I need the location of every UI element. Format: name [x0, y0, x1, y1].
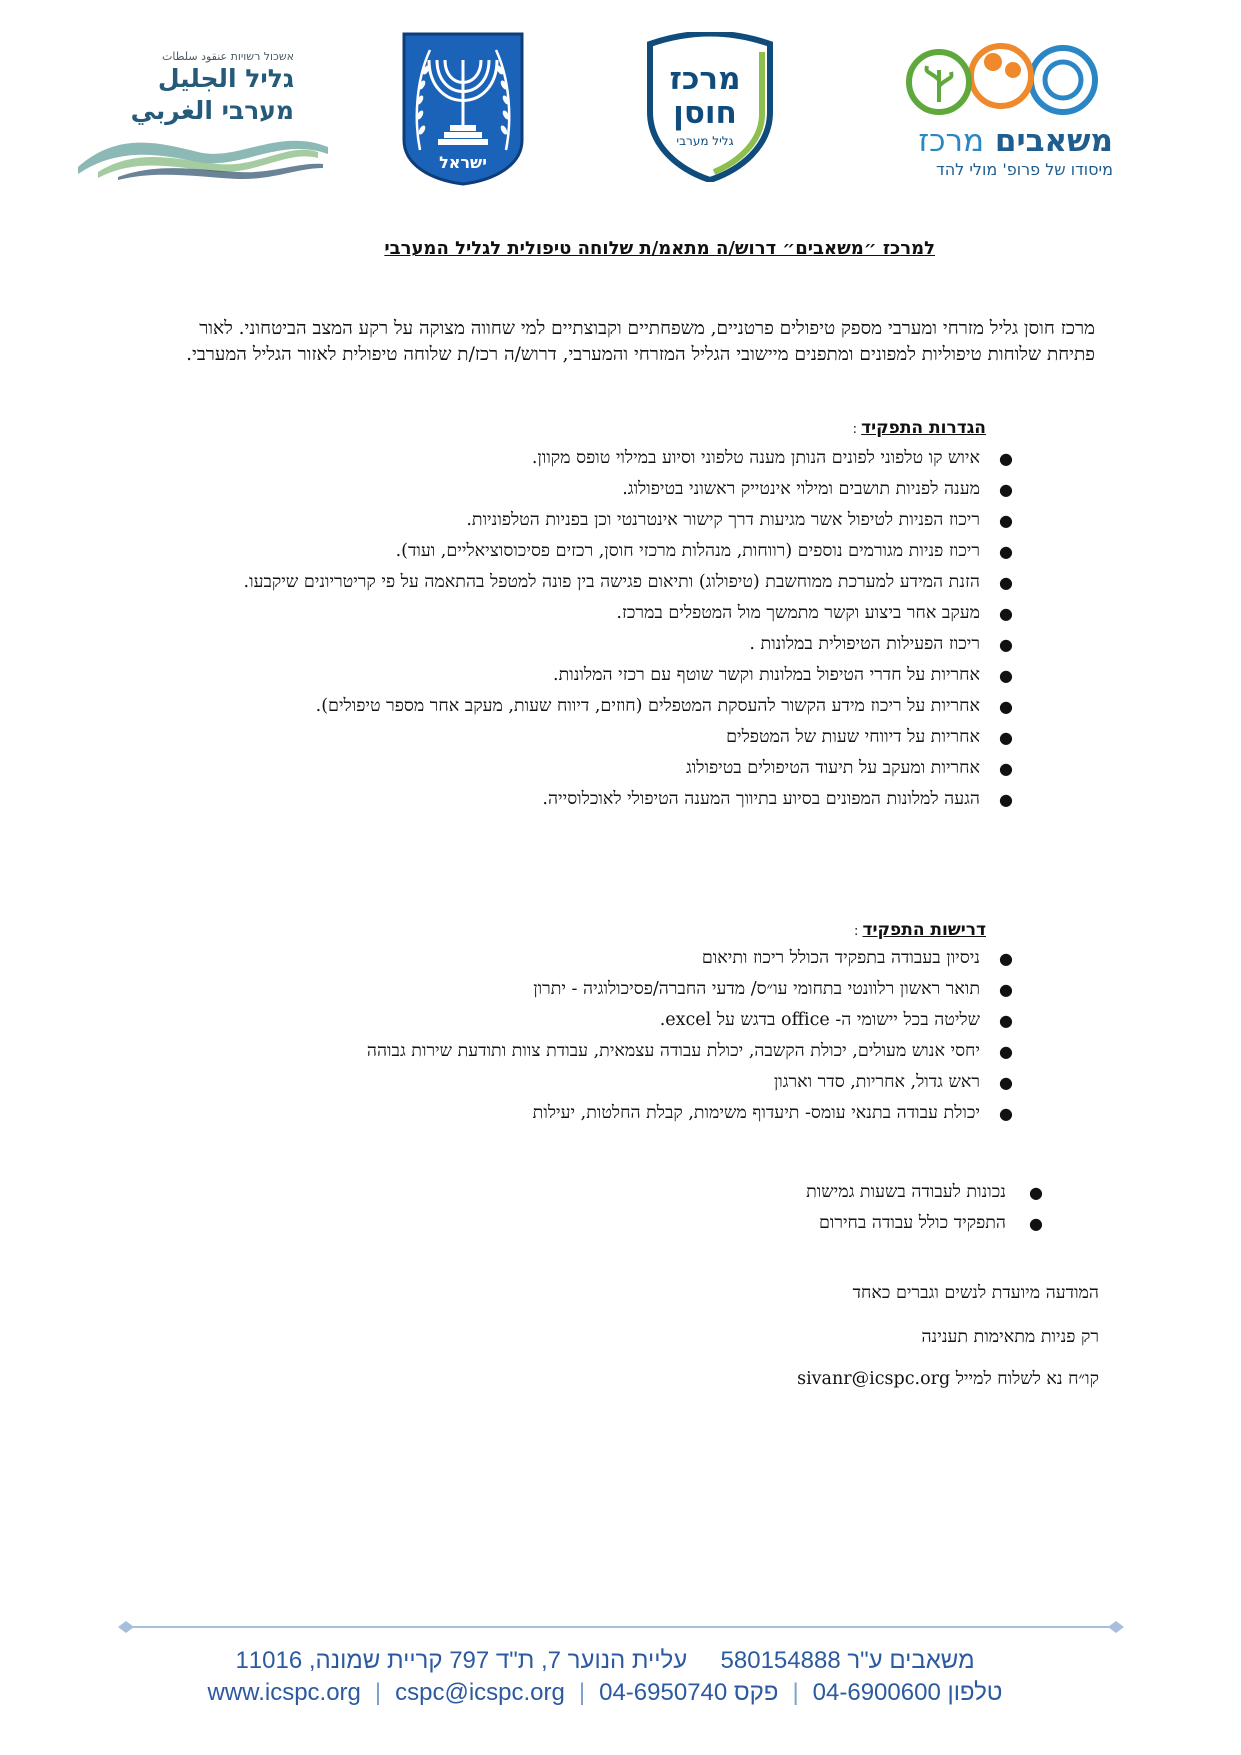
list-item — [96, 601, 1016, 626]
hosen-logo-line3: גליל מערבי — [676, 134, 734, 148]
list-item — [96, 946, 1016, 971]
menorah-emblem-icon — [400, 30, 526, 186]
logo-bar — [0, 26, 1241, 196]
extra-requirements-list — [546, 1180, 1046, 1242]
list-item-text: ריכוז הפניות לטיפול אשר מגיעות דרך קישור אינטרנטי וכן בפניות הטלפוניות. — [466, 510, 980, 530]
list-item — [96, 787, 1016, 812]
footer-org: משאבים — [889, 1647, 975, 1674]
list-item-text: אחריות על חדרי הטיפול במלונות וקשר שוטף עם רכזי המלונות. — [553, 665, 980, 685]
list-item-text: ריכוז פניות מגורמים נוספים (רווחות, מנהלות מרכזי חוסן, רכזים פסיכוסוציאליים, ועוד). — [395, 541, 980, 561]
hosen-logo-line2: חוסן — [673, 95, 737, 131]
list-item — [96, 632, 1016, 657]
requirements-list — [96, 946, 1016, 1132]
landscape-waves-icon — [78, 122, 328, 182]
list-item-text: שליטה בכל יישומי ה- office בדגש על excel. — [659, 1010, 980, 1030]
list-item — [96, 539, 1016, 564]
list-item — [96, 977, 1016, 1002]
footer-fax: פקס 04-6950740 — [599, 1679, 779, 1706]
bullet-icon: ● — [999, 511, 1013, 530]
mashabim-subtitle: מיסודו של פרופ' מולי להד — [935, 160, 1113, 179]
state-emblem-logo — [400, 30, 526, 186]
bullet-icon: ● — [999, 759, 1013, 778]
list-item-text: ניסיון בעבודה בתפקיד הכולל ריכוז ותיאום — [701, 948, 980, 968]
bullet-icon: ● — [999, 790, 1013, 809]
bullet-icon: ● — [999, 666, 1013, 685]
mashabim-brand-bold: משאבים — [994, 123, 1113, 159]
list-item-text: אחריות על ריכוז מידע הקשור להעסקת המטפלים (חוזים, דיווח שעות, מעקב אחר מספר טיפולים). — [315, 696, 980, 716]
mashabim-brand-light: מרכז — [918, 123, 985, 159]
page-title: למרכז ״משאבים״ דרוש/ה מתאמ/ת שלוחה טיפולית לגליל המערבי — [384, 238, 935, 259]
bullet-icon: ● — [999, 1042, 1013, 1061]
list-item-text: ראש גדול, אחריות, סדר וארגון — [773, 1072, 980, 1092]
list-item — [96, 1039, 1016, 1064]
footer-website[interactable]: www.icspc.org — [207, 1679, 361, 1706]
footer-address: עליית הנוער 7, ת"ד 797 קריית שמונה, 11016 — [235, 1647, 688, 1674]
bullet-icon: ● — [999, 635, 1013, 654]
mashabim-brand — [893, 124, 1113, 158]
requirements-heading-text: דרישות התפקיד — [862, 920, 986, 940]
list-item — [96, 1101, 1016, 1126]
bullet-icon: ● — [999, 949, 1013, 968]
list-item — [96, 1070, 1016, 1095]
bullet-icon: ● — [999, 573, 1013, 592]
list-item — [546, 1211, 1046, 1236]
emblem-caption: ישראל — [439, 153, 487, 172]
closing-suitable-note: רק פניות מתאימות תענינה — [921, 1327, 1099, 1347]
bullet-icon: ● — [999, 728, 1013, 747]
closing-gender-note: המודעה מיועדת לנשים וגברים כאחד — [852, 1283, 1099, 1303]
list-item — [546, 1180, 1046, 1205]
list-item — [96, 446, 1016, 471]
requirements-heading: דרישות התפקיד : — [854, 920, 986, 940]
list-item-text: נכונות לעבודה בשעות גמישות — [806, 1182, 1006, 1202]
mashabim-circles-icon — [905, 40, 1105, 130]
list-item-text: אחריות על דיווחי שעות של המטפלים — [726, 727, 980, 747]
galil-logo-line1: גליל الجليل — [157, 64, 294, 93]
bullet-icon: ● — [1029, 1183, 1043, 1202]
list-item-text: יחסי אנוש מעולים, יכולת הקשבה, יכולת עבודה עצמאית, עבודת צוות ותודעת שירות גבוהה — [366, 1041, 980, 1061]
mashabim-center-logo — [895, 40, 1125, 180]
duties-heading: הגדרות התפקיד : — [852, 418, 986, 438]
intro-paragraph: מרכז חוסן גליל מזרחי ומערבי מספק טיפולים פרטניים, משפחתיים וקבוצתיים למי שחווה מצוקה על רקע המצב הביטחוני. לאור פתיחת שלוחות טיפוליות למפונים ומתפנים מיישובי הגליל המזרחי והמערבי, דרוש/ה רכז/ת שלוחה טיפולית לאזור הגליל המערבי. — [186, 318, 1095, 365]
closing-email-note: קו״ח נא לשלוח למייל sivanr@icspc.org — [797, 1369, 1099, 1389]
list-item — [96, 756, 1016, 781]
bullet-icon: ● — [999, 1073, 1013, 1092]
list-item — [96, 477, 1016, 502]
footer-contact-line: www.icspc.org | cspc@icspc.org | פקס 04-6950740 | טלפון 04-6900600 — [207, 1679, 1003, 1706]
list-item-text: הזנת המידע למערכת ממוחשבת (טיפולוג) ותיאום פגישה בין פונה למטפל בהתאמה על פי קריטריונים שיקבעו. — [243, 572, 980, 592]
list-item — [96, 725, 1016, 750]
bullet-icon: ● — [999, 542, 1013, 561]
bullet-icon: ● — [999, 980, 1013, 999]
bullet-icon: ● — [999, 1011, 1013, 1030]
list-item-text: הגעה למלונות המפונים בסיוע בתיווך המענה הטיפולי לאוכלוסייה. — [542, 789, 980, 809]
hosen-logo-line1: מרכז — [669, 61, 741, 97]
list-item-text: ריכוז הפעילות הטיפולית במלונות . — [749, 634, 980, 654]
bullet-icon: ● — [999, 480, 1013, 499]
duties-list — [96, 446, 1016, 818]
galil-logo-line2: מערבי الغربي — [130, 96, 294, 125]
list-item — [96, 570, 1016, 595]
galil-maaravi-logo — [78, 48, 328, 178]
list-item-text: איוש קו טלפוני לפונים הנותן מענה טלפוני וסיוע במילוי טופס מקוון. — [531, 448, 980, 468]
footer-phone: טלפון 04-6900600 — [812, 1679, 1003, 1706]
list-item — [96, 694, 1016, 719]
footer-registration: ע"ר 580154888 — [720, 1647, 883, 1674]
hosen-center-logo — [640, 32, 780, 182]
galil-logo-tiny-text: אשכול רשויות عنقود سلطات — [161, 50, 294, 63]
list-item-text: התפקיד כולל עבודה בחירום — [818, 1213, 1006, 1233]
list-item — [96, 1008, 1016, 1033]
list-item-text: יכולת עבודה בתנאי עומס- תיעדוף משימות, קבלת החלטות, יעילות — [532, 1103, 980, 1123]
footer-email[interactable]: cspc@icspc.org — [395, 1679, 565, 1706]
footer-divider — [118, 1620, 1124, 1634]
list-item-text: אחריות ומעקב על תיעוד הטיפולים בטיפולוג — [686, 758, 980, 778]
bullet-icon: ● — [1029, 1214, 1043, 1233]
bullet-icon: ● — [999, 1104, 1013, 1123]
list-item-text: מענה לפניות תושבים ומילוי אינטייק ראשוני בטיפולוג. — [622, 479, 980, 499]
list-item-text: מעקב אחר ביצוע וקשר מתמשך מול המטפלים במרכז. — [616, 603, 980, 623]
list-item — [96, 663, 1016, 688]
bullet-icon: ● — [999, 697, 1013, 716]
bullet-icon: ● — [999, 449, 1013, 468]
list-item — [96, 508, 1016, 533]
bullet-icon: ● — [999, 604, 1013, 623]
duties-heading-text: הגדרות התפקיד — [861, 418, 986, 438]
footer-address-line — [150, 1647, 1060, 1675]
list-item-text: תואר ראשון רלוונטי בתחומי עו״ס/ מדעי החברה/פסיכולוגיה - יתרון — [533, 979, 980, 999]
